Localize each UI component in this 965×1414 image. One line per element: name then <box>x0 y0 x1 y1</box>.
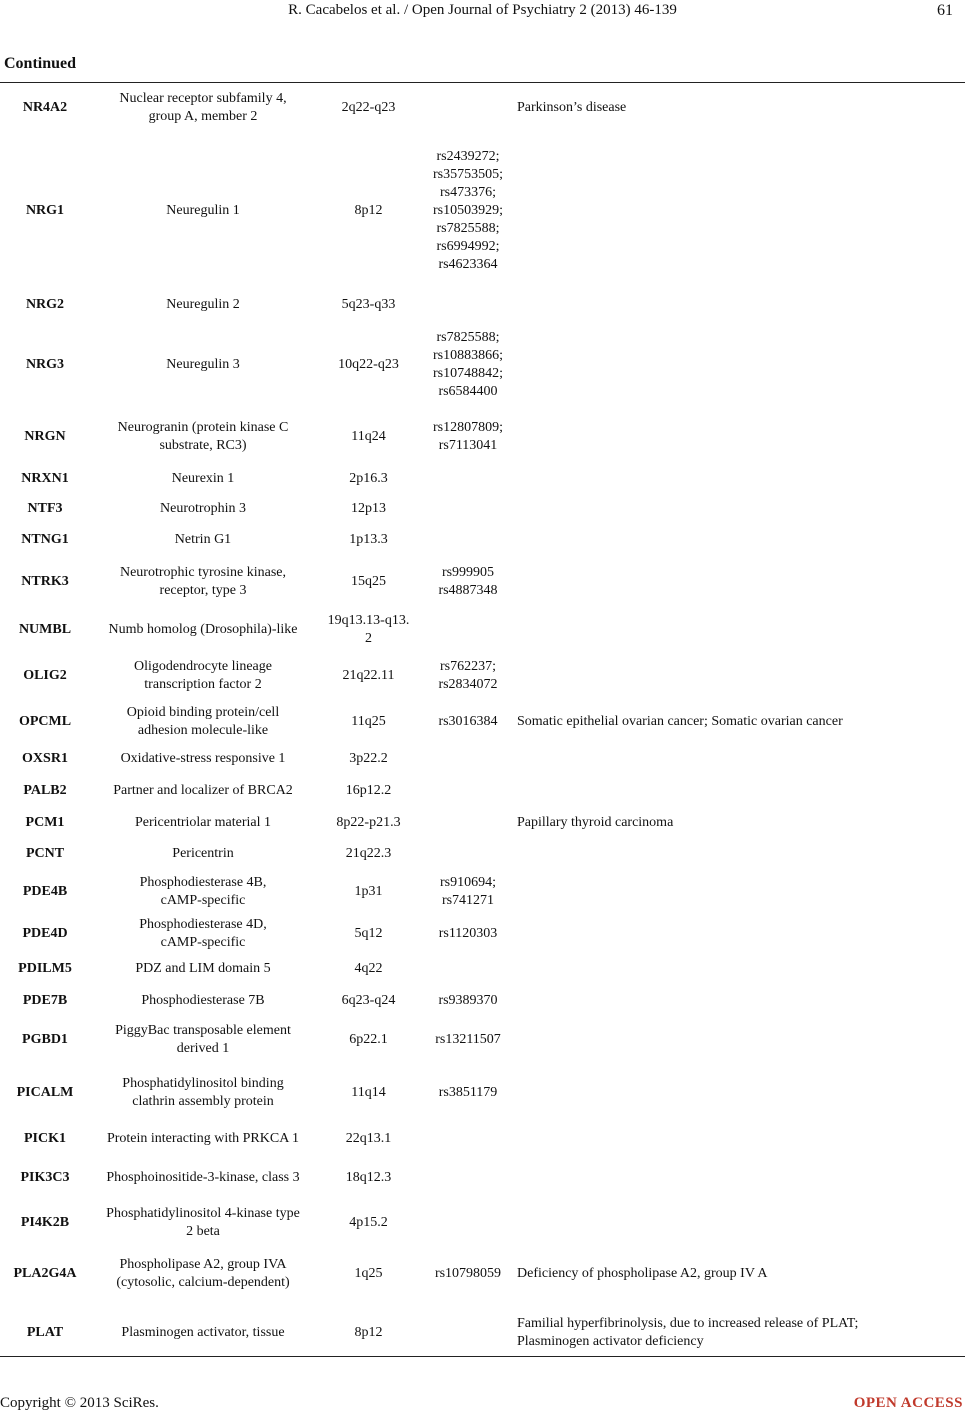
table-row <box>0 984 965 1018</box>
gene-symbol: OXSR1 <box>22 751 68 766</box>
gene-locus: 16p12.2 <box>345 783 392 798</box>
gene-symbol: NTRK3 <box>21 574 69 589</box>
gene-symbol: PDILM5 <box>18 961 72 976</box>
gene-symbol: NRXN1 <box>21 471 69 486</box>
gene-locus: 8p12 <box>354 1325 383 1340</box>
gene-snps <box>421 1124 515 1154</box>
gene-snps <box>421 84 515 132</box>
gene-symbol: PLAT <box>26 1325 64 1340</box>
gene-symbol: PDE4D <box>22 926 68 941</box>
gene-name: Oxidative-stress responsive 1 <box>120 751 286 766</box>
gene-disease <box>515 914 965 954</box>
gene-name: Neurotrophic tyrosine kinase, receptor, type 3 <box>119 565 286 598</box>
open-access-label: OPEN ACCESS <box>853 1395 963 1411</box>
gene-snps <box>421 1202 515 1244</box>
gene-symbol: NUMBL <box>18 622 72 637</box>
gene-locus: 4q22 <box>354 961 383 976</box>
table-row <box>0 1124 965 1154</box>
table-bottom-rule <box>0 1356 965 1357</box>
gene-snps: rs910694; rs741271 <box>440 875 496 908</box>
gene-disease <box>515 556 965 608</box>
gene-symbol: NRG2 <box>25 297 65 312</box>
gene-name: Neuregulin 2 <box>166 297 240 312</box>
gene-name: Plasminogen activator, tissue <box>121 1325 285 1340</box>
table-row <box>0 838 965 870</box>
gene-disease <box>515 290 965 320</box>
gene-snps: rs2439272; rs35753505; rs473376; rs10503929; rs7825588; rs6994992; rs4623364 <box>433 149 503 272</box>
gene-name: Neuregulin 3 <box>166 357 240 372</box>
gene-locus: 2p16.3 <box>349 471 388 486</box>
gene-symbol: PDE7B <box>22 993 68 1008</box>
gene-locus: 1p31 <box>354 884 383 899</box>
table-row <box>0 1018 965 1062</box>
gene-disease <box>515 870 965 914</box>
table-row <box>0 744 965 774</box>
gene-snps: rs12807809; rs7113041 <box>433 420 503 453</box>
gene-symbol: PICALM <box>16 1085 74 1100</box>
gene-snps <box>421 608 515 652</box>
page-header <box>0 0 965 24</box>
gene-locus: 1p13.3 <box>349 532 388 547</box>
gene-locus: 8p22-p21.3 <box>336 815 401 830</box>
table-row <box>0 914 965 954</box>
table-row <box>0 652 965 700</box>
gene-snps: rs13211507 <box>435 1032 501 1047</box>
gene-symbol: NTNG1 <box>21 532 69 547</box>
gene-locus: 21q22.3 <box>345 846 392 861</box>
gene-snps <box>421 494 515 524</box>
gene-locus: 10q22-q23 <box>338 357 399 372</box>
gene-snps <box>421 1154 515 1202</box>
gene-snps <box>421 464 515 494</box>
gene-locus: 5q23-q33 <box>341 297 396 312</box>
gene-disease <box>515 410 965 464</box>
table-row <box>0 1304 965 1362</box>
gene-disease <box>515 838 965 870</box>
gene-locus: 3p22.2 <box>349 751 388 766</box>
gene-name: Phosphatidylinositol binding clathrin assembly protein <box>122 1076 284 1109</box>
gene-snps: rs999905 rs4887348 <box>438 565 498 598</box>
gene-symbol: PALB2 <box>23 783 67 798</box>
gene-name: Neuregulin 1 <box>166 203 240 218</box>
table-row <box>0 774 965 808</box>
gene-name: Phosphoinositide-3-kinase, class 3 <box>106 1170 300 1185</box>
gene-symbol: NRGN <box>24 429 66 444</box>
table-row <box>0 290 965 320</box>
gene-locus: 21q22.11 <box>342 668 395 683</box>
gene-name: Opioid binding protein/cell adhesion molecule-like <box>126 705 280 738</box>
gene-disease <box>515 1202 965 1244</box>
table-row <box>0 524 965 556</box>
table-row <box>0 1202 965 1244</box>
table-row <box>0 808 965 838</box>
continued-label: Continued <box>4 55 77 72</box>
gene-snps <box>421 774 515 808</box>
gene-snps: rs3851179 <box>438 1085 498 1100</box>
gene-symbol: PCM1 <box>25 815 65 830</box>
gene-locus: 15q25 <box>351 574 386 589</box>
gene-locus: 11q24 <box>351 429 386 444</box>
gene-name: Phospholipase A2, group IVA (cytosolic, calcium-dependent) <box>116 1257 290 1290</box>
gene-locus: 6p22.1 <box>349 1032 388 1047</box>
gene-symbol: OPCML <box>18 714 72 729</box>
page-number: 61 <box>937 2 953 19</box>
gene-symbol: PLA2G4A <box>13 1266 77 1281</box>
gene-disease: Familial hyperfibrinolysis, due to increased release of PLAT; Plasminogen activator deficiency <box>517 1316 859 1349</box>
gene-snps: rs762237; rs2834072 <box>438 659 498 692</box>
gene-snps: rs1120303 <box>438 926 498 941</box>
gene-name: Oligodendrocyte lineage transcription factor 2 <box>133 659 272 692</box>
gene-snps: rs7825588; rs10883866; rs10748842; rs6584400 <box>433 330 503 399</box>
gene-symbol: NR4A2 <box>22 100 68 115</box>
table-row <box>0 700 965 744</box>
gene-symbol: PIK3C3 <box>20 1170 70 1185</box>
gene-symbol: PDE4B <box>22 884 68 899</box>
gene-snps <box>421 290 515 320</box>
table-top-rule <box>0 82 965 83</box>
table-row <box>0 870 965 914</box>
gene-name: Phosphodiesterase 4D, cAMP-specific <box>139 917 267 950</box>
gene-snps: rs3016384 <box>438 714 498 729</box>
gene-disease <box>515 984 965 1018</box>
gene-snps: rs10798059 <box>434 1266 502 1281</box>
running-title: R. Cacabelos et al. / Open Journal of Psychiatry 2 (2013) 46-139 <box>288 2 677 18</box>
table-row <box>0 954 965 984</box>
gene-table-body <box>0 84 965 1362</box>
table-row <box>0 1062 965 1124</box>
gene-name: PDZ and LIM domain 5 <box>135 961 271 976</box>
gene-locus: 6q23-q24 <box>341 993 396 1008</box>
gene-snps <box>421 744 515 774</box>
gene-locus: 12p13 <box>351 501 386 516</box>
gene-name: Phosphodiesterase 7B <box>141 993 265 1008</box>
gene-snps <box>421 1304 515 1362</box>
gene-name: Netrin G1 <box>174 532 232 547</box>
gene-symbol: PGBD1 <box>22 1032 68 1047</box>
gene-disease <box>515 608 965 652</box>
gene-snps <box>421 838 515 870</box>
table-row <box>0 464 965 494</box>
table-row <box>0 1154 965 1202</box>
gene-locus: 11q25 <box>351 714 386 729</box>
gene-locus: 4p15.2 <box>349 1215 388 1230</box>
gene-name: Neurexin 1 <box>171 471 235 486</box>
gene-locus: 8p12 <box>354 203 383 218</box>
gene-name: Nuclear receptor subfamily 4, group A, member 2 <box>119 91 287 124</box>
gene-disease: Papillary thyroid carcinoma <box>517 815 674 830</box>
gene-locus: 18q12.3 <box>345 1170 392 1185</box>
gene-disease: Parkinson’s disease <box>517 100 627 115</box>
gene-locus: 2q22-q23 <box>341 100 396 115</box>
gene-disease <box>515 774 965 808</box>
gene-name: Partner and localizer of BRCA2 <box>113 783 293 798</box>
gene-name: Pericentrin <box>172 846 234 861</box>
gene-name: Phosphatidylinositol 4-kinase type 2 beta <box>106 1206 300 1239</box>
table-row <box>0 410 965 464</box>
gene-name: Phosphodiesterase 4B, cAMP-specific <box>139 875 267 908</box>
gene-disease <box>515 464 965 494</box>
gene-disease <box>515 1062 965 1124</box>
gene-name: Pericentriolar material 1 <box>134 815 272 830</box>
table-row <box>0 320 965 410</box>
gene-symbol: PCNT <box>25 846 65 861</box>
gene-symbol: OLIG2 <box>23 668 67 683</box>
gene-disease: Deficiency of phospholipase A2, group IV A <box>517 1266 768 1281</box>
table-row <box>0 132 965 290</box>
gene-symbol: NRG3 <box>25 357 65 372</box>
gene-disease <box>515 744 965 774</box>
gene-disease <box>515 524 965 556</box>
gene-locus: 19q13.13-q13. 2 <box>327 613 410 646</box>
gene-table <box>0 84 965 1362</box>
gene-disease <box>515 954 965 984</box>
table-row <box>0 1244 965 1304</box>
gene-locus: 5q12 <box>354 926 383 941</box>
gene-locus: 11q14 <box>351 1085 386 1100</box>
table-row <box>0 556 965 608</box>
gene-disease <box>515 1154 965 1202</box>
gene-locus: 22q13.1 <box>345 1131 392 1146</box>
gene-disease: Somatic epithelial ovarian cancer; Somatic ovarian cancer <box>517 714 843 729</box>
table-row <box>0 84 965 132</box>
gene-name: Neurotrophin 3 <box>160 501 246 516</box>
copyright-text: Copyright © 2013 SciRes. <box>0 1395 159 1411</box>
gene-disease <box>515 494 965 524</box>
gene-disease <box>515 1018 965 1062</box>
gene-disease <box>515 652 965 700</box>
gene-name: PiggyBac transposable element derived 1 <box>115 1023 291 1056</box>
table-row <box>0 608 965 652</box>
gene-name: Numb homolog (Drosophila)-like <box>108 622 298 637</box>
gene-symbol: NRG1 <box>25 203 65 218</box>
gene-name: Protein interacting with PRKCA 1 <box>106 1131 300 1146</box>
gene-locus: 1q25 <box>354 1266 383 1281</box>
gene-name: Neurogranin (protein kinase C substrate, RC3) <box>117 420 289 453</box>
gene-snps <box>421 524 515 556</box>
gene-snps <box>421 954 515 984</box>
gene-disease <box>515 132 965 290</box>
gene-snps <box>421 808 515 838</box>
gene-disease <box>515 1124 965 1154</box>
table-row <box>0 494 965 524</box>
gene-symbol: PI4K2B <box>20 1215 70 1230</box>
gene-symbol: PICK1 <box>24 1131 66 1146</box>
gene-snps: rs9389370 <box>438 993 498 1008</box>
gene-disease <box>515 320 965 410</box>
gene-symbol: NTF3 <box>27 501 63 516</box>
